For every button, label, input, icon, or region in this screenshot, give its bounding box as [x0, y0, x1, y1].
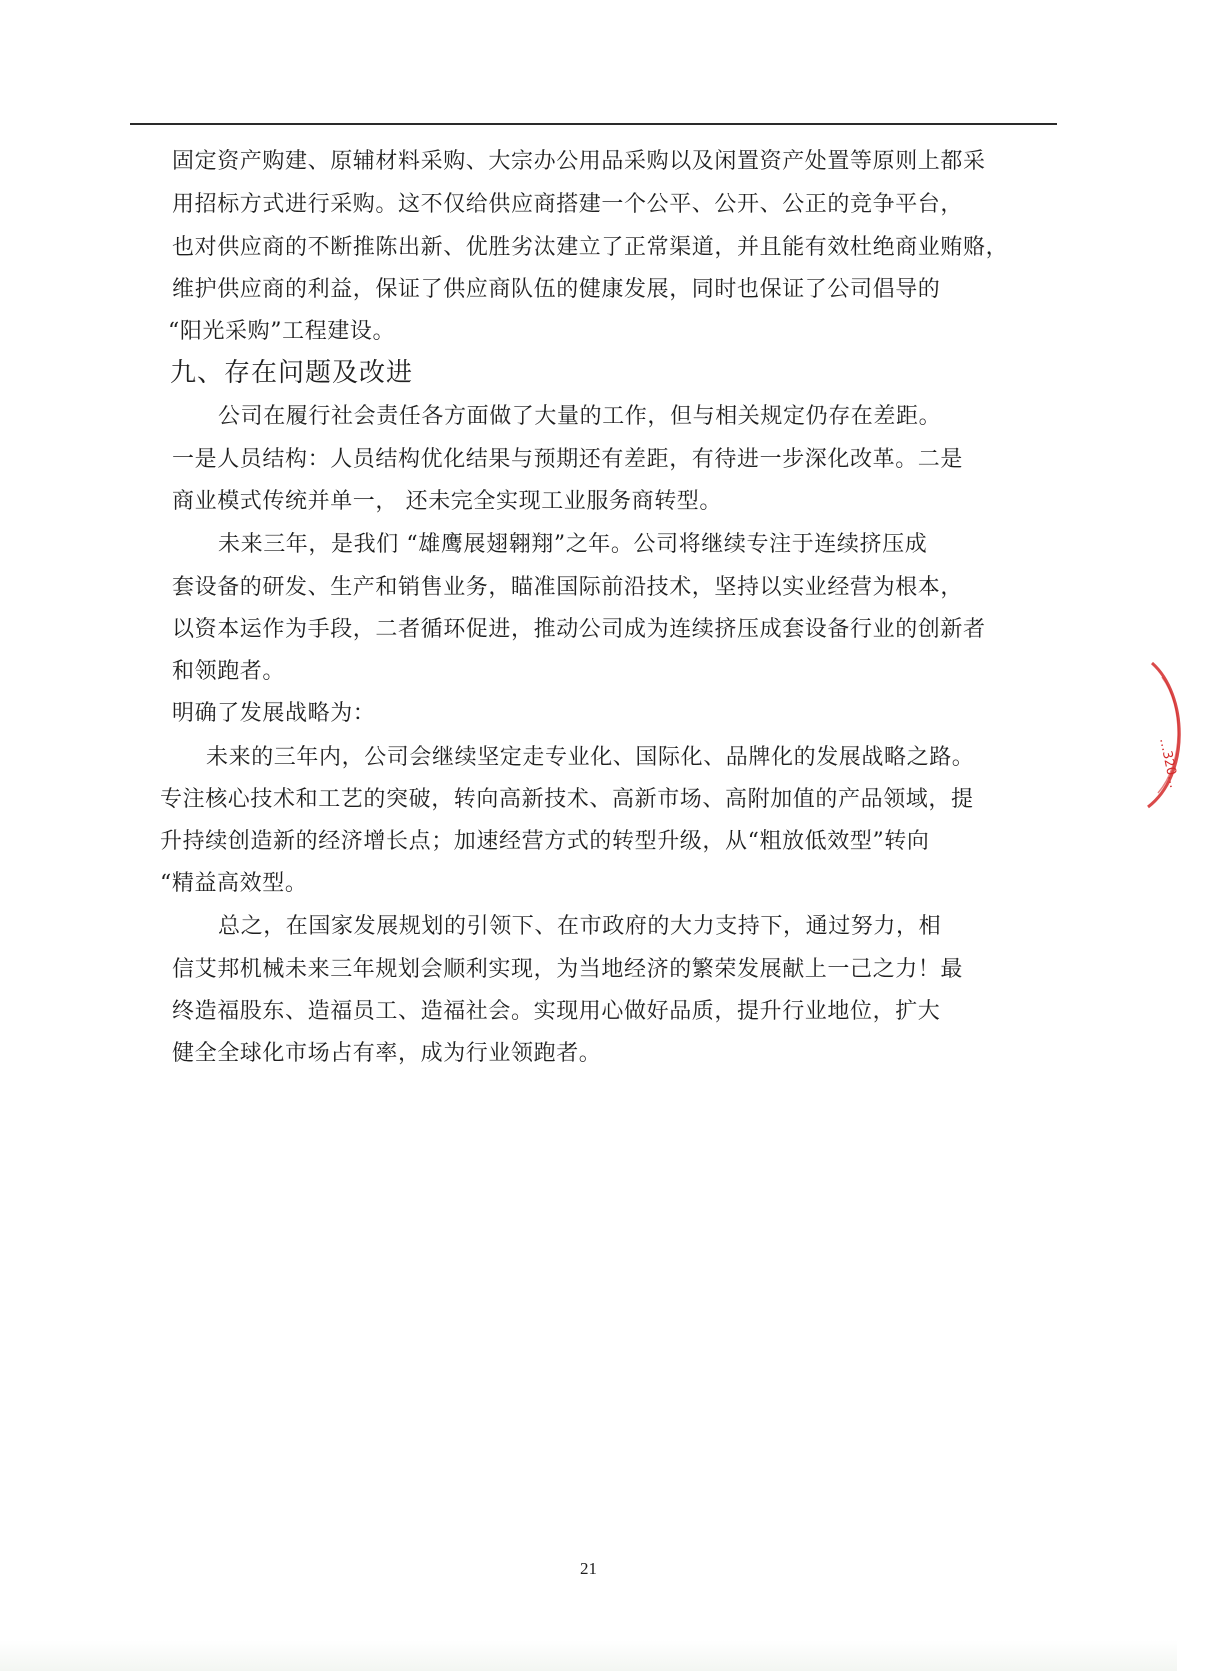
body-line-11: 套设备的研发、生产和销售业务，瞄准国际前沿技术，坚持以实业经营为根本， — [172, 575, 964, 600]
body-line-5: “阳光采购”工程建设。 — [168, 319, 396, 344]
body-line-14: 明确了发展战略为： — [172, 701, 376, 726]
body-line-19: 总之，在国家发展规划的引领下、在市政府的大力支持下，通过努力，相 — [218, 914, 942, 939]
seal-stamp-icon — [1140, 655, 1210, 815]
scan-edge-shade — [0, 1640, 1177, 1671]
body-line-12: 以资本运作为手段，二者循环促进，推动公司成为连续挤压成套设备行业的创新者 — [172, 617, 986, 642]
section-heading: 九、存在问题及改进 — [170, 358, 414, 388]
body-line-20: 信艾邦机械未来三年规划会顺利实现，为当地经济的繁荣发展献上一己之力！最 — [172, 957, 964, 982]
body-line-1: 固定资产购建、原辅材料采购、大宗办公用品采购以及闲置资产处置等原则上都采 — [172, 149, 986, 174]
page-number: 21 — [580, 1559, 597, 1578]
seal-fragment — [1140, 655, 1210, 815]
header-rule — [130, 123, 1057, 125]
body-line-22: 健全全球化市场占有率，成为行业领跑者。 — [172, 1041, 602, 1066]
body-line-15: 未来的三年内，公司会继续坚定走专业化、国际化、品牌化的发展战略之路。 — [206, 745, 975, 770]
body-line-16: 专注核心技术和工艺的突破，转向高新技术、高新市场、高附加值的产品领域，提 — [160, 787, 974, 812]
body-line-2: 用招标方式进行采购。这不仅给供应商搭建一个公平、公开、公正的竞争平台， — [172, 192, 964, 217]
body-line-4: 维护供应商的利益，保证了供应商队伍的健康发展，同时也保证了公司倡导的 — [172, 277, 941, 302]
body-line-9: 商业模式传统并单一， 还未完全实现工业服务商转型。 — [172, 489, 722, 514]
body-line-8: 一是人员结构：人员结构优化结果与预期还有差距，有待进一步深化改革。二是 — [172, 447, 964, 472]
body-line-17: 升持续创造新的经济增长点；加速经营方式的转型升级，从“粗放低效型”转向 — [160, 829, 930, 854]
body-line-10: 未来三年，是我们 “雄鹰展翅翱翔”之年。公司将继续专注于连续挤压成 — [218, 532, 928, 557]
body-line-3: 也对供应商的不断推陈出新、优胜劣汰建立了正常渠道，并且能有效杜绝商业贿赂， — [172, 235, 1009, 260]
body-line-7: 公司在履行社会责任各方面做了大量的工作，但与相关规定仍存在差距。 — [218, 404, 942, 429]
seal-partial-text: …320… — [1156, 736, 1182, 790]
body-line-18: “精益高效型。 — [160, 871, 308, 896]
body-line-21: 终造福股东、造福员工、造福社会。实现用心做好品质，提升行业地位，扩大 — [172, 999, 941, 1024]
body-line-13: 和领跑者。 — [172, 659, 286, 684]
